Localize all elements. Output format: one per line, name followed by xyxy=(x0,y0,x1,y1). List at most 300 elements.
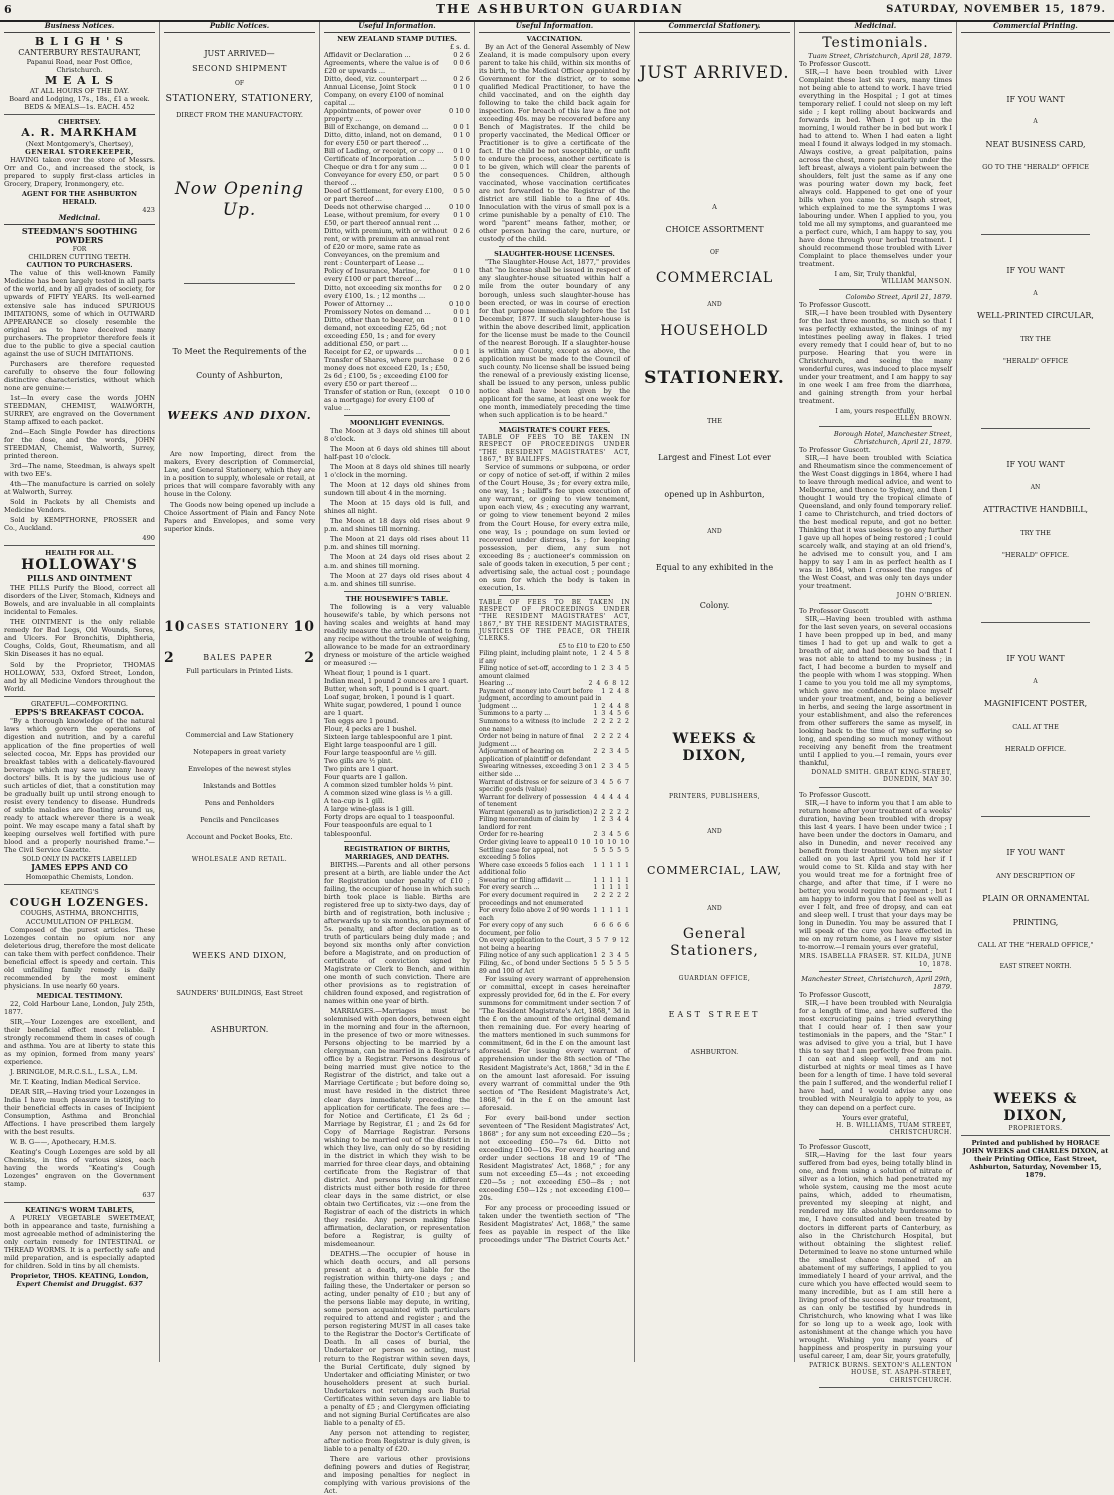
issue-date: SATURDAY, NOVEMBER 15, 1879. xyxy=(886,4,1106,15)
column-heading: Public Notices. xyxy=(164,22,315,33)
markham-next: (Next Montgomery's, Chertsey), xyxy=(25,139,134,148)
moon-item: The Moon at 21 days old rises about 11 p.m. and shines till morning. xyxy=(324,535,470,552)
bligh-beds: BEDS & MEALS—1s. EACH. 452 xyxy=(24,103,135,112)
stamp-duties-list xyxy=(324,51,470,412)
fee-row xyxy=(479,922,630,937)
stamp-item: Bill of Lading, or receipt, or copy ... xyxy=(324,146,444,155)
fee-item: Filing notice of any such application xyxy=(479,952,594,960)
divider xyxy=(344,415,450,416)
keating-p2: 22, Cold Harbour Lane, London, July 25th, 1877. xyxy=(4,999,155,1016)
stamp-item: Power of Attorney ... xyxy=(324,299,393,308)
divider xyxy=(981,816,1090,817)
housewife-item: Loaf sugar, broken, 1 pound is 1 quart. xyxy=(324,692,455,701)
ad-bales-row xyxy=(164,650,315,667)
stamp-amount: 0 0 1 xyxy=(453,347,470,356)
divider xyxy=(819,971,932,972)
testimonial-address: Borough Hotel, Manchester Street, Christchurch, April 21, 1879. xyxy=(833,429,952,446)
divider xyxy=(819,787,932,788)
housewife-item: Four large teaspoonful are ½ gill. xyxy=(324,749,437,758)
medicinal-heading: Medicinal. xyxy=(4,214,155,225)
fee-note: For issuing every warrant of apprehension or committal, except in cases hereinafter expressly provided for, 6d in the £. For every summons for commitment under section 7 of "The Resident Magistrate's Act, 1868," 3d in the £ on the amount of the original demand then remaining due. For every hearing of the matters mentioned in such summons for commitment, 6d in the £ on the amount last aforesaid. For issuing every warrant of apprehension under the 8th section of "The Resident Magistrate's Act, 1868," 3d in the £ on the amount last aforesaid. For issuing every warrant of committal under the 9th section of "The Resident Magistrate's Act, 1868," 6d in the £ on the amount last aforesaid. xyxy=(479,975,630,1112)
fee-values: 2 2 2 2 2 xyxy=(593,718,630,726)
housewife-item: Flour, 4 pecks are 1 bushel. xyxy=(324,725,417,734)
ad-circular: WELL-PRINTED CIRCULAR, xyxy=(977,311,1094,321)
fee-values: 2 3 4 5 6 xyxy=(593,831,630,839)
testimonial-body: SIR,—I have been troubled with Liver Complaint these last six years, many times not being able to attend to work. I have tried everything in the Hospital ; I got at times temporary relief. I could not sleep on my left side ; I kept rolling about backwards and forwards in bed. When I got up in the morning, I would rather be in bed but work I had to attend to. When I had eaten a light meal I found it always lodged in my stomach. Always costive, a great palpitation, pains across the chest, more particularly under the left breast, always a violent pain between the shoulders, felt just the same as if any one was pouring water down my back, feet always cold. Happened to get one of your bills when you came to St. Asaph street, which explained to me the symptoms I was labouring under. When I applied to you, you told me all my symptoms, and guaranteed me a perfect cure, which, I am happy to say, you have done through your herbal treatment. I should recommend those troubled with Liver Complaint to place themselves under your treatment. xyxy=(799,67,952,269)
housewife-title: THE HOUSEWIFE'S TABLE. xyxy=(345,594,449,603)
epps-sold: SOLD ONLY IN PACKETS LABELLED xyxy=(22,855,137,863)
ad-body-1: Are now Importing, direct from the makers, Every description of Commercial, Law, and General Stationery, which they are in a position to supply, wholesale or retail, at prices that will compare favorably with any house in the Colony. xyxy=(164,450,315,499)
ad-wholesale: WHOLESALE AND RETAIL. xyxy=(191,856,288,864)
divider xyxy=(961,1135,1110,1136)
fee-item: Warrant of distress or for seizure of specific goods (value) xyxy=(479,778,592,794)
ad-plain-ornamental: PLAIN OR ORNAMENTAL xyxy=(982,893,1089,903)
testimonial-signature: MRS. ISABELLA FRASER. ST. KILDA, JUNE 10, 1878. xyxy=(799,953,952,968)
stamp-amount: 0 2 0 xyxy=(453,283,470,292)
ad-if-you-want: IF YOU WANT xyxy=(1006,94,1065,104)
steedman-p3: 1st—In every case the words JOHN STEEDMAN, CHEMIST, WALWORTH, SURREY, are engraved on the Government Stamp affixed to each packet. xyxy=(4,393,155,426)
ad-bales-count: 2 xyxy=(164,649,175,666)
ad-any-description: ANY DESCRIPTION OF xyxy=(996,871,1075,880)
ad-a: A xyxy=(712,203,717,212)
stamp-amount: 0 5 0 xyxy=(453,171,470,180)
stamp-row xyxy=(324,171,470,187)
stamp-amount: 0 10 0 xyxy=(449,387,470,396)
keating-subtitle: COUGHS, ASTHMA, BRONCHITIS, ACCUMULATION OF PHLEGM. xyxy=(20,909,139,926)
stamp-item: Ditto, with premium, with or without rent, or with premium an annual rent of £20 or more, same rate as Conveyances, on the premium and rent : Counterpart of Lease ... xyxy=(324,227,450,268)
fee-row xyxy=(479,884,630,892)
bligh-meals: M E A L S xyxy=(44,73,115,87)
testimonial-recipient: To Professor Guscott, xyxy=(799,991,871,1000)
ad-herald-office: HERALD OFFICE. xyxy=(1004,744,1067,753)
steedman-p4: 2nd—Each Single Powder has directions for the dose, and the words, JOHN STEEDMAN, Chemist, Walworth, Surrey, printed thereon. xyxy=(4,427,155,461)
fee-item: For every document required in proceedings and not enumerated xyxy=(479,891,584,907)
fee-note: For every bail-bond under section seventeen of "The Resident Magistrates' Act, 1868" ; for any sum not exceeding £20—5s ; not exceeding £50—7s 6d. Ditto not exceeding £100—10s. For every hearing and order under sections 18 and 19 of "The Resident Magistrates' Act, 1868," ; for any sum not exceeding £5—4s ; not exceeding £20—5s ; not exceeding £50—8s ; not exceeding £50—12s ; not exceeding £100—20s. xyxy=(479,1113,630,1202)
divider xyxy=(344,841,450,842)
ad-item: Envelopes of the newest styles xyxy=(188,764,291,773)
stamp-row xyxy=(324,203,470,211)
column-heading: Useful Information. xyxy=(324,22,470,33)
fee-item: Filing, &c., of bond under Sections 89 and 100 of Act xyxy=(479,960,589,975)
fee-row xyxy=(479,665,630,680)
ad-address: SAUNDERS' BUILDINGS, East Street xyxy=(176,989,303,998)
fee-item: Where case exceeds 5 folios each additional folio xyxy=(479,861,585,877)
ad-just-arrived: JUST ARRIVED— xyxy=(204,48,275,58)
ad-firm-name: WEEKS & DIXON, xyxy=(672,730,757,764)
fee-values: 1 2 3 4 5 xyxy=(593,763,630,771)
fee-values: 3 5 7 9 12 xyxy=(588,937,630,945)
column-heading: Useful Information. xyxy=(479,22,630,33)
stamp-amount: 0 0 1 xyxy=(453,307,470,316)
fee-note: For any process or proceeding issued or taken under the twentieth section of "The Resident Magistrates' Act, 1868," the same fees as payable in respect of the like proceedings under "The District Courts Act." xyxy=(479,1204,630,1245)
column-commercial-printing xyxy=(957,22,1114,1362)
moon-item: The Moon at 8 days old shines till nearly 1 o'clock in the morning. xyxy=(324,463,470,480)
stamp-amount: 0 0 1 xyxy=(453,163,470,172)
fee-row xyxy=(479,960,630,975)
ad-county: County of Ashburton, xyxy=(196,371,283,381)
housewife-item: A common sized tumbler holds ½ pint. xyxy=(324,781,453,790)
fee-row xyxy=(479,847,630,862)
ad-item: Account and Pocket Books, Etc. xyxy=(186,833,293,842)
stamp-item: Ditto, ditto, inland, not on demand, for every £50 or part thereof ... xyxy=(324,130,442,147)
fee-values: 5 5 5 5 5 xyxy=(593,846,630,854)
steedman-caution: CAUTION TO PURCHASERS. xyxy=(26,261,133,270)
markham-number: 423 xyxy=(142,205,155,214)
divider xyxy=(4,545,155,546)
stamp-item: Transfer of Shares, where purchase money does not exceed £20, 1s ; £50, 2s 6d ; £100, 5s ; exceeding £100 for every £50 or part thereof ... xyxy=(324,355,450,388)
ad-body-2: The Goods now being opened up include a Choice Assortment of Plain and Fancy Note Papers and Envelopes, and some very superior kinds. xyxy=(164,500,315,533)
stamp-amount: 5 0 0 xyxy=(453,155,470,163)
stamp-amount: 0 10 0 xyxy=(449,203,470,212)
ad-item: Pencils and Pencilcases xyxy=(200,815,279,824)
steedman-p8: Sold by KEMPTHORNE, PROSSER and Co., Auckland. xyxy=(4,516,155,533)
housewife-item: Wheat flour, 1 pound is 1 quart. xyxy=(324,668,431,677)
ad-firm-name-2: WEEKS AND DIXON, xyxy=(192,951,287,961)
moon-title: MOONLIGHT EVENINGS. xyxy=(349,419,445,427)
stamp-row xyxy=(324,163,470,171)
ad-item: Commercial and Law Stationery xyxy=(185,730,294,739)
divider xyxy=(184,283,295,284)
fee-values: 1 2 4 4 8 xyxy=(593,702,630,710)
ad-if-you-want: IF YOU WANT xyxy=(1006,654,1065,664)
ad-handbill: ATTRACTIVE HANDBILL, xyxy=(982,505,1089,515)
fee-values: 10 10 10 10 10 xyxy=(568,839,630,847)
court-fees-body: Service of summons or subpœna, or order or copy of notice of set-off, if within 2 miles of the Court House, 3s ; for every extra mile, one way, 1s ; bailiff's fee upon execution of any warrant, or going to view tenement, upon each view, 4s ; executing any warrant, or going to view tenement beyond 2 miles from the Court House, for every extra mile, one way, 1s ; poundage on sum levied or recovered under distress, 1s ; for keeping possession, per diem, any sum not exceeding 8s ; auctioneer's commission on sale of goods taken in execution, 5 per cent ; advertising sale, the actual cost ; poundage on sum for which the body is taken in execution, 1s. xyxy=(479,463,630,592)
testimonial-letters xyxy=(799,52,952,1388)
fee-values: 2 2 2 2 2 xyxy=(593,808,630,816)
stamp-item: Lease, without premium, for every £50, or part thereof annual rent ... xyxy=(324,211,440,228)
stamp-item: Bill of Exchange, on demand ... xyxy=(324,122,429,131)
fee-row xyxy=(479,650,630,665)
registration-paragraph: BIRTHS.—Parents and all other persons present at a birth, are liable under the Act for Registration under penalty of £10 ; failing, the occupier of house in which such birth took place is liable. Births are registered free up to sixty-two days, day of birth and of registration, both inclusive ; afterwards up to six months, on payment of 5s. penalty, and after declaration as to truth of particulars being duly made ; and beyond six months only after conviction before a Magistrate, and on production of certificate of conviction signed by Magistrate or Clerk to Bench, and within one month of such conviction. There are other provisions as to registration of children found exposed, and registration of names within one year of birth. xyxy=(324,860,470,1006)
fee-values: 1 2 3 4 4 xyxy=(593,816,630,824)
stamp-row xyxy=(324,211,470,227)
steedman-subtitle: CHILDREN CUTTING TEETH. xyxy=(28,253,131,262)
vaccination-title: VACCINATION. xyxy=(526,34,583,43)
housewife-item: A common sized wine glass is ½ a gill. xyxy=(324,789,453,798)
ad-town: ASHBURTON. xyxy=(210,1025,269,1035)
testimonial xyxy=(799,1143,952,1388)
epps-name: EPPS'S BREAKFAST COCOA. xyxy=(14,706,145,717)
divider xyxy=(819,1139,932,1140)
bligh-board: Board and Lodging, 17s., 18s., £1 a week. xyxy=(9,95,150,104)
fee-values: 2 2 2 2 2 xyxy=(593,891,630,899)
testimonial xyxy=(799,430,952,604)
markham-agent: AGENT FOR THE ASHBURTON HERALD. xyxy=(21,189,138,206)
ad-try-the: TRY THE xyxy=(1020,335,1051,344)
ad-commercial: COMMERCIAL xyxy=(655,270,774,287)
stamp-amount: 0 1 0 xyxy=(453,211,470,220)
keating-p1: Composed of the purest articles. These Lozenges contain no opium nor any deleterious drug, therefore the most delicate can take them with perfect confidence. Their beneficial effect is speedy and certain. This old unfailing family remedy is daily recommended by the most eminent physicians. In use nearly 60 years. xyxy=(4,925,155,990)
housewife-item: Ten eggs are 1 pound. xyxy=(324,717,399,726)
housewife-item: Two pints are 1 quart. xyxy=(324,765,399,774)
keating-p8: Keating's Cough Lozenges are sold by all Chemists, in tins of various sizes, each having the words "Keating's Cough Lozenges" engraven on the Government stamp. xyxy=(4,1148,155,1189)
housewife-item: Four teaspoonfuls are equal to 1 tablespoonful. xyxy=(324,821,433,838)
worm-name: KEATING'S WORM TABLETS, xyxy=(24,1205,135,1214)
stamp-item: Promissory Notes on demand ... xyxy=(324,307,431,316)
fee-values: 1 2 3 4 5 xyxy=(593,665,630,673)
slaughter-body: "The Slaughter-House Act, 1877," provides that "no license shall be issued in respect of any slaughter-house situated within half a mile from the outer boundary of any borough, unless such slaughter-house has been erected, or was in course of erection for that purpose immediately before the 1st December, 1877. If such slaughter-house is within the above described limit, application for the license must be made to the Council of the nearest Borough. If a slaughter-house is within any County, except as above, the application must be made to the Council of such county. No license shall be issued being the renewal of a previously existing license, shall be issued to any person, unless public notice shall have been given by the applicant for the same, at least one week for one month, immediately preceding the time when such application is to be heard." xyxy=(479,258,630,419)
ad-item: Notepapers in great variety xyxy=(193,747,286,756)
fee-item: Settling case for appeal, not exceeding 5 folios xyxy=(479,846,568,862)
ad-call-herald: CALL AT THE "HERALD OFFICE," xyxy=(977,941,1094,950)
ad-go-herald: GO TO THE "HERALD" OFFICE xyxy=(982,163,1089,172)
epps-maker2: Homœpathic Chemists, London. xyxy=(25,873,134,882)
housewife-intro: The following is a very valuable housewife's table, by which persons not having scales and weights at hand may readily measure the article wanted to form any recipe without the trouble of weighing, allowance to be made for an extraordinary dryness or moisture of the article weighed or measured :— xyxy=(324,602,470,667)
stamp-amount: 0 10 0 xyxy=(449,299,470,308)
fee-row xyxy=(479,907,630,922)
ad-cases-count-right: 10 xyxy=(293,618,315,635)
column-heading: Commercial Printing. xyxy=(961,22,1110,33)
fee-values: 2 2 2 2 4 xyxy=(593,733,630,741)
fee-row xyxy=(479,794,630,809)
stamp-row xyxy=(324,284,470,300)
fee-row xyxy=(479,816,630,831)
testimonial-closing: I am, Sir, Truly thankful, xyxy=(834,270,917,279)
stamp-item: Certificate of Incorporation ... xyxy=(324,155,425,163)
fee-row xyxy=(479,718,630,733)
housewife-list xyxy=(324,669,470,838)
ad-a: A xyxy=(1033,118,1038,126)
fee-item: Order giving leave to appeal xyxy=(479,839,569,847)
ad-just-arrived: JUST ARRIVED. xyxy=(639,62,790,83)
bligh-address: Papanui Road, near Post Office, xyxy=(26,57,133,66)
testimonial-closing: Yours ever grateful, xyxy=(842,1113,909,1122)
moon-list xyxy=(324,427,470,588)
steedman-p2: Purchasers are therefore requested carefully to observe the four following distinctive characteristics, without which none are genuine:— xyxy=(4,359,155,392)
fee-item: For every folio above 2 of 90 words each xyxy=(479,907,590,922)
keating-p5: Mr. T. Keating, Indian Medical Service. xyxy=(10,1078,141,1087)
fee-row xyxy=(479,952,630,960)
column-public-notices xyxy=(160,22,320,1362)
stamp-row xyxy=(324,308,470,316)
moon-item: The Moon at 18 days old rises about 9 p.m. and shines till morning. xyxy=(324,517,470,534)
column-heading: Business Notices. xyxy=(4,22,155,33)
fee-values: 1 2 4 5 8 xyxy=(593,649,630,657)
testimonial xyxy=(799,52,952,290)
fee-values: 2 4 6 8 12 xyxy=(588,680,630,688)
divider xyxy=(344,591,450,592)
ad-of: OF xyxy=(709,249,720,257)
court-fees-subtitle: TABLE OF FEES TO BE TAKEN IN RESPECT OF PROCEEDINGS UNDER "THE RESIDENT MAGISTRATES' ACT, 1867," BY BAILIFFS. xyxy=(479,434,630,463)
stamp-row xyxy=(324,187,470,203)
holloway-pre: HEALTH FOR ALL. xyxy=(45,549,114,558)
ad-printing: PRINTING, xyxy=(1012,917,1059,927)
fee-row xyxy=(479,703,630,711)
fee-row xyxy=(479,710,630,718)
markham-name: A. R. MARKHAM xyxy=(21,126,138,140)
testimonial-signature: DONALD SMITH. GREAT KING-STREET, DUNEDIN, MAY 30. xyxy=(811,769,952,784)
testimonial-signature: PATRICK BURNS. SEXTON'S ALLENTON HOUSE, ST. ASAPH-STREET, CHRISTCHURCH. xyxy=(808,1362,952,1384)
page-number: 6 xyxy=(4,3,12,16)
testimonial-recipient: To Professor Guscott. xyxy=(799,445,871,454)
epps-pre: GRATEFUL—COMFORTING. xyxy=(31,699,128,708)
column-heading: Medicinal. xyxy=(799,22,952,33)
stamp-item: Deed of Settlement, for every £100, or part thereof ... xyxy=(324,187,444,204)
markham-place: CHERTSEY. xyxy=(58,118,101,127)
fee-row xyxy=(479,877,630,885)
fee-item: Filing memorandum of claim by landlord for rent xyxy=(479,816,580,831)
moon-item: The Moon at 3 days old shines till about 8 o'clock. xyxy=(324,427,470,444)
stamp-row xyxy=(324,356,470,388)
stamp-amount: 0 0 6 xyxy=(453,58,470,67)
stamp-row xyxy=(324,107,470,123)
steedman-p6: 4th—The manufacture is carried on solely at Walworth, Surrey. xyxy=(4,480,155,497)
column-business-notices xyxy=(0,22,160,1362)
stamp-row xyxy=(324,316,470,348)
fee-values: 1 2 3 4 5 xyxy=(593,952,630,960)
stamp-item: Receipt for £2, or upwards ... xyxy=(324,347,423,356)
steedman-p7: Sold in Packets by all Chemists and Medicine Vendors. xyxy=(4,498,155,515)
housewife-item: Four quarts are 1 gallon. xyxy=(324,773,408,782)
keating-p4: J. BRINGLOE, M.R.C.S.L., L.S.A., L.M. xyxy=(10,1068,138,1077)
column-useful-information xyxy=(320,21,475,1495)
testimonial-body: SIR,—Having for the last four years suffered from bad eyes, being totally blind in one, and from using a solution of nitrate of silver as a lotion, which had penetrated my whole system, causing me the most acute pains, which, added to rheumatism, prevented my sleeping at night, and rendered my life absolutely burdensome to me, I have consulted and been treated by doctors in different parts of Canterbury, as also in the Christchurch Hospital, but without obtaining the slightest relief. Determined to leave no stone unturned while the smallest chance remained of an abatement of my sufferings, I applied to you immediately I heard of your arrival, and the cure which you have effected would seem to many incredible, but as I am still here a living proof of the success of your treatment, as can only be testified by hundreds in Christchurch, who knowing what I was like for so long up to a week ago, look with astonishment at the change which you have wrought. Wishing you many years of happiness and prosperity in pursuing your useful career, I am, dear Sir, yours gratefully, xyxy=(799,1151,952,1361)
stamp-item: Appointments, of power over property ... xyxy=(324,106,422,123)
ad-colony: Colony. xyxy=(699,601,730,611)
stamp-amount: 0 1 0 xyxy=(453,130,470,139)
newspaper-title: THE ASHBURTON GUARDIAN xyxy=(436,2,684,16)
bligh-hours: AT ALL HOURS OF THE DAY. xyxy=(29,87,130,96)
steedman-for: FOR xyxy=(72,246,87,253)
ad-and-3: AND xyxy=(707,828,722,836)
stamp-row xyxy=(324,147,470,155)
housewife-item: Butter, when soft, 1 pound is 1 quart. xyxy=(324,684,450,693)
testimonial-address: Tuam Street, Christchurch, April 28, 1879. xyxy=(808,51,952,60)
housewife-item: White sugar, powdered, 1 pound 1 ounce are 1 quart. xyxy=(324,701,462,718)
holloway-p2: THE OINTMENT is the only reliable remedy for Bad Legs, Old Wounds, Sores, and Ulcers. For Bronchitis, Diphtheria, Coughs, Colds, Gout, Rheumatism, and all Skin Diseases it has no equal. xyxy=(4,618,155,659)
ad-firm-name: WEEKS AND DIXON. xyxy=(167,408,312,422)
bligh-subtitle: CANTERBURY RESTAURANT, xyxy=(18,47,141,57)
divider xyxy=(4,114,155,115)
fee-row xyxy=(479,862,630,877)
fee-item: Swearing witnesses, exceeding 3 on either side ... xyxy=(479,763,593,778)
ad-cases-row xyxy=(164,619,315,636)
ad-an: AN xyxy=(1030,484,1041,491)
registration-list xyxy=(324,861,470,1495)
fee-item: Adjournment of hearing on application of plaintiff or defendant xyxy=(479,748,591,763)
testimonial-closing: I am, yours respectfully, xyxy=(835,407,916,416)
column-useful-information-2 xyxy=(475,22,635,1362)
fee-item: Payment of money into Court before judgment, according to amount paid in xyxy=(479,687,602,703)
worm-p3: Expert Chemist and Druggist. 637 xyxy=(16,1279,143,1288)
stamp-row xyxy=(324,75,470,83)
testimonial-body: SIR,—I have been troubled with Dysentery for the last three months, so much so that I was perfectly exhausted, the linings of my intestines peeling away in flakes. I tried every remedy that I could hear of, but to no purpose. Hearing that you were in Christchurch, and seeing the many wonderful cures, was induced to place myself under your treatment, and I am happy to say in one week I am free from the diarrhœa, and gaining strength from your herbal treatment. xyxy=(799,308,952,406)
fee-row xyxy=(479,680,630,688)
ad-bales-label: BALES PAPER xyxy=(203,653,273,663)
stamp-row xyxy=(324,51,470,59)
stamp-item: Agreements, where the value is of £20 or upwards ... xyxy=(324,58,439,75)
stamp-amount: 0 2 6 xyxy=(453,355,470,364)
stamp-item: Affidavit or Declaration ... xyxy=(324,50,411,59)
housewife-item: Two gills are ½ pint. xyxy=(324,757,393,766)
registration-title: REGISTRATION OF BIRTHS, MARRIAGES, AND DEATHS. xyxy=(344,844,450,861)
ad-the: THE xyxy=(707,416,722,425)
ad-now-opening: Now Opening Up. xyxy=(174,178,305,220)
fee-table xyxy=(479,650,630,975)
testimonial-recipient: To Professor Guscott. xyxy=(799,300,871,309)
divider xyxy=(499,595,610,596)
ad-item: Inkstands and Bottles xyxy=(203,781,276,790)
fee-item: Warrant for delivery of possession of tenement xyxy=(479,793,587,809)
steedman-p1: The value of this well-known Family Medicine has been largely tested in all parts of the world, and by all grades of society, for upwards of FIFTY YEARS. Its well-earned extensive sale has induced SPURIOUS IMITATIONS, some of which in OUTWARD APPEARANCE so closely resemble the original as to have deceived many purchasers. The proprietor therefore feels it due to the public to give a special caution against the use of SUCH IMITATIONS. xyxy=(4,269,155,358)
stamp-row xyxy=(324,300,470,308)
fee-item: Swearing or filing affidavit ... xyxy=(479,876,571,884)
fee-item: Hearing ... xyxy=(479,680,513,688)
stamp-amount: 0 2 6 xyxy=(453,74,470,83)
stamp-row xyxy=(324,348,470,356)
ad-cases-label: CASES STATIONERY xyxy=(187,622,289,632)
stamp-item: Ditto, other than to bearer, on demand, not exceeding £25, 6d ; not exceeding £50, 1s ; and for every additional £50, or part ... xyxy=(324,315,447,348)
markham-body: HAVING taken over the store of Messrs. Orr and Co., and increased the stock, is prepared to supply first-class articles in Grocery, Drapery, Ironmongery, etc. xyxy=(4,155,155,188)
fee-item: Filing notice of set-off, according to amount claimed xyxy=(479,665,592,680)
testimonial-recipient: To Professor Guscott xyxy=(799,606,869,615)
fee-item: Warrant (general) as to jurisdiction) xyxy=(479,808,593,816)
testimonial-body: SIR,—I have to inform you that I am able to return home after your treatment of a weeks' duration, having been troubled with dropsy this last 4 years. I have been under twice ; I have been under the doctors in Oamaru, and also in Dunedin, and never received any benefit from their treatment. When my sister called on you last April you told her if I would come to St. Kilda and stay with her you would treat me for a fortnight free of charge, and after that time, if I were no better, you would require no payment ; but I am happy to inform you that I feel as well as ever I felt, and free of dropsy, and can eat and sleep well. I trust that your days may be long in Dunedin. You may be assured that I will speak of the cure you have effected in me on my return home, as I leave my sister to-morrow.—I remain yours ever grateful, xyxy=(799,798,952,952)
holloway-name: HOLLOWAY'S xyxy=(21,557,138,574)
ad-try-the: TRY THE xyxy=(1020,529,1051,538)
housewife-item: Indian meal, 1 pound 2 ounces are 1 quart. xyxy=(324,676,469,685)
stamp-amount: 0 5 0 xyxy=(453,187,470,196)
ad-stationery: STATIONERY, STATIONERY, xyxy=(165,93,314,105)
bligh-town: Christchurch. xyxy=(56,65,103,74)
column-medicinal xyxy=(795,21,957,1384)
testimonial xyxy=(799,975,952,1140)
stamp-row xyxy=(324,59,470,75)
fee-values: 1 1 1 1 1 xyxy=(593,861,630,869)
fee-item: Summons to a party ... xyxy=(479,710,551,718)
fee-notes xyxy=(479,975,630,1244)
ad-town: ASHBURTON. xyxy=(690,1047,739,1056)
fee-row xyxy=(479,809,630,817)
divider xyxy=(819,426,932,427)
testimonial xyxy=(799,791,952,972)
fee-item: Judgment ... xyxy=(479,702,518,710)
fee-row xyxy=(479,748,630,763)
divider xyxy=(4,1202,155,1203)
stamp-row xyxy=(324,227,470,267)
fee-item: Filing plaint, including plaint note, if any xyxy=(479,649,589,665)
ad-household: HOUSEHOLD xyxy=(660,322,769,339)
moon-item: The Moon at 6 days old shines till about half-past 10 o'clock. xyxy=(324,445,470,462)
keating-pre: KEATING'S xyxy=(60,888,99,897)
moon-item: The Moon at 15 days old is full, and shines all night. xyxy=(324,499,470,516)
testimonial xyxy=(799,607,952,788)
ad-largest: Largest and Finest Lot ever xyxy=(658,452,771,462)
ad-a: A xyxy=(1033,677,1038,685)
stamp-amount: 0 2 6 xyxy=(453,50,470,59)
testimonial-address: Colombo Street, April 21, 1879. xyxy=(845,292,952,301)
housewife-item: A tea-cup is 1 gill. xyxy=(324,797,385,806)
divider xyxy=(4,696,155,697)
fee-table-columns: £5 to £10 to £20 to £50 xyxy=(558,642,630,650)
printer-imprint: Printed and published by HORACE JOHN WEEKS and CHARLES DIXON, at their Printing Office, East Street, Ashburton, Saturday, November 15, 1879. xyxy=(962,1139,1109,1180)
epps-p1: "By a thorough knowledge of the natural laws which govern the operations of digestion and nutrition, and by a careful application of the fine properties of well selected cocoa, Mr. Epps has provided our breakfast tables with a delicately-flavoured beverage which may save us many heavy doctors' bills. It is by the judicious use of such articles of diet, that a constitution may be gradually built up until strong enough to resist every tendency to disease. Hundreds of subtle maladies are floating around us, ready to attack wherever there is a weak point. We may escape many a fatal shaft by keeping ourselves well fortified with pure blood and a properly nourished frame."—The Civil Service Gazette. xyxy=(4,717,155,854)
housewife-item: Forty drops are equal to 1 teaspoonful. xyxy=(324,813,455,822)
holloway-subtitle: PILLS AND OINTMENT xyxy=(26,573,132,584)
fee-item: For every search ... xyxy=(479,884,540,892)
ad-item: Pens and Penholders xyxy=(204,798,275,807)
divider xyxy=(499,422,610,423)
stamp-amount: 0 1 0 xyxy=(453,146,470,155)
stamp-amount: 0 1 0 xyxy=(453,267,470,276)
ad-call-at: CALL AT THE xyxy=(1012,722,1059,731)
ad-choice: CHOICE ASSORTMENT xyxy=(665,225,764,235)
fee-values: 4 4 4 4 4 xyxy=(593,793,630,801)
fee-values: 1 1 1 1 1 xyxy=(593,876,630,884)
steedman-number: 490 xyxy=(142,534,155,543)
fee-item: On every application to the Court, not being a hearing xyxy=(479,937,587,952)
